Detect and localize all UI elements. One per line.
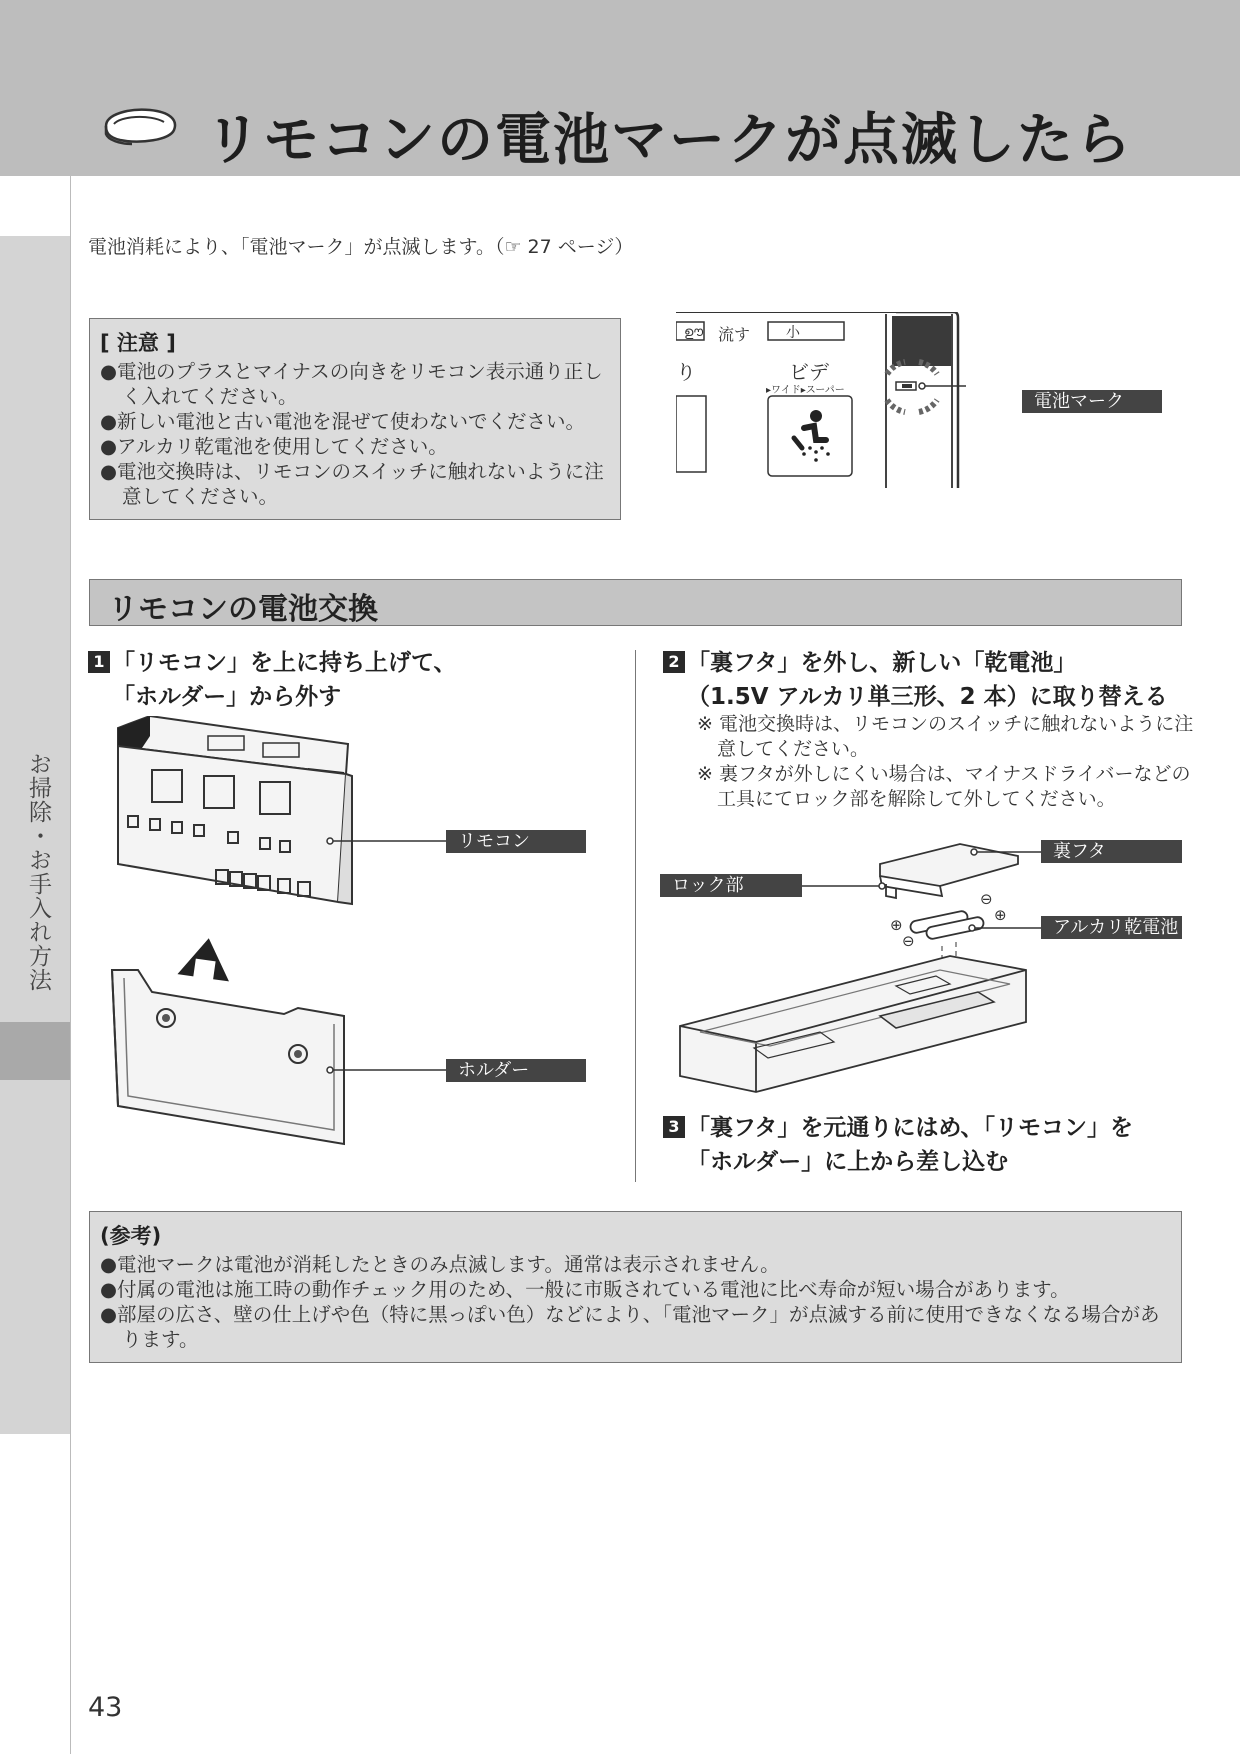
lock-callout: ロック部 <box>660 874 802 897</box>
step-text: （1.5V アルカリ単三形、2 本）に取り替える <box>687 684 1168 710</box>
reference-item: ●部屋の広さ、壁の仕上げや色（特に黒っぽい色）などにより、「電池マーク」が点滅する前に使用できなくなる場合があります。 <box>100 1303 1160 1351</box>
bidet-sub-label: ▸ワイド▸スーパー <box>766 385 845 396</box>
step-number: 2 <box>663 651 685 673</box>
svg-text:⊕: ⊕ <box>890 916 903 934</box>
caution-item: ●アルカリ乾電池を使用してください。 <box>100 435 448 458</box>
sidebar-active-marker <box>0 1022 70 1080</box>
margin-rule <box>70 176 71 1754</box>
caution-item: ●電池交換時は、リモコンのスイッチに触れないように注意してください。 <box>100 460 604 508</box>
remote-holder-illustration <box>108 716 588 1150</box>
step-number: 1 <box>88 651 110 673</box>
step-3 <box>663 1111 1133 1179</box>
reference-title: (参考) <box>100 1224 162 1248</box>
back-cover-callout: 裏フタ <box>1041 840 1182 863</box>
intro-text: 電池消耗により、「電池マーク」が点滅します。（☞ 27 ページ） <box>88 236 634 258</box>
step-text: 「裏フタ」を元通りにはめ、「リモコン」を <box>687 1115 1133 1141</box>
svg-text:⊖: ⊖ <box>902 932 915 950</box>
sidebar-section-label: お掃除・お手入れ方法 <box>25 752 51 992</box>
remote-callout: リモコン <box>446 830 586 853</box>
caution-item: ●新しい電池と古い電池を混ぜて使わないでください。 <box>100 410 586 433</box>
battery-mark-callout: 電池マーク <box>1022 390 1162 413</box>
holder-callout: ホルダー <box>446 1059 586 1082</box>
step-1 <box>88 646 457 714</box>
step-text: 「リモコン」を上に持ち上げて、 <box>112 650 457 676</box>
caution-item: ●電池のプラスとマイナスの向きをリモコン表示通り正しく入れてください。 <box>100 360 603 408</box>
reference-box <box>89 1211 1182 1363</box>
page-number: 43 <box>88 1692 123 1723</box>
svg-text:⊖: ⊖ <box>980 890 993 908</box>
step-text: 「裏フタ」を外し、新しい「乾電池」 <box>687 650 1077 676</box>
bidet-label: ビデ <box>789 360 829 384</box>
reference-item: ●付属の電池は施工時の動作チェック用のため、一般に市販されている電池に比べ寿命が短い場合があります。 <box>100 1278 1070 1301</box>
small-flush-label: 小 <box>786 325 800 341</box>
step-text: 「ホルダー」に上から差し込む <box>687 1149 1009 1175</box>
svg-text:⊕: ⊕ <box>994 906 1007 924</box>
panel-left-label: り <box>676 360 696 384</box>
flush-label: 流す <box>718 325 751 344</box>
step-2-note: ※ 電池交換時は、リモコンのスイッチに触れないように注意してください。 <box>697 713 1194 760</box>
step-text: 「ホルダー」から外す <box>112 684 342 710</box>
caution-title: [ 注意 ] <box>100 331 176 355</box>
svg-text:ഊ: ഊ <box>684 325 704 340</box>
section-title: リモコンの電池交換 <box>108 592 378 627</box>
column-divider <box>635 650 636 1182</box>
toilet-seat-icon <box>100 104 180 148</box>
battery-callout: アルカリ乾電池 <box>1041 916 1182 939</box>
reference-item: ●電池マークは電池が消耗したときのみ点滅します。通常は表示されません。 <box>100 1253 780 1276</box>
step-2 <box>663 646 1168 714</box>
step-2-note: ※ 裏フタが外しにくい場合は、マイナスドライバーなどの工具にてロック部を解除して外してください。 <box>697 763 1191 810</box>
page-title: リモコンの電池マークが点滅したら <box>205 108 1133 173</box>
caution-box <box>89 318 621 520</box>
step-number: 3 <box>663 1116 685 1138</box>
